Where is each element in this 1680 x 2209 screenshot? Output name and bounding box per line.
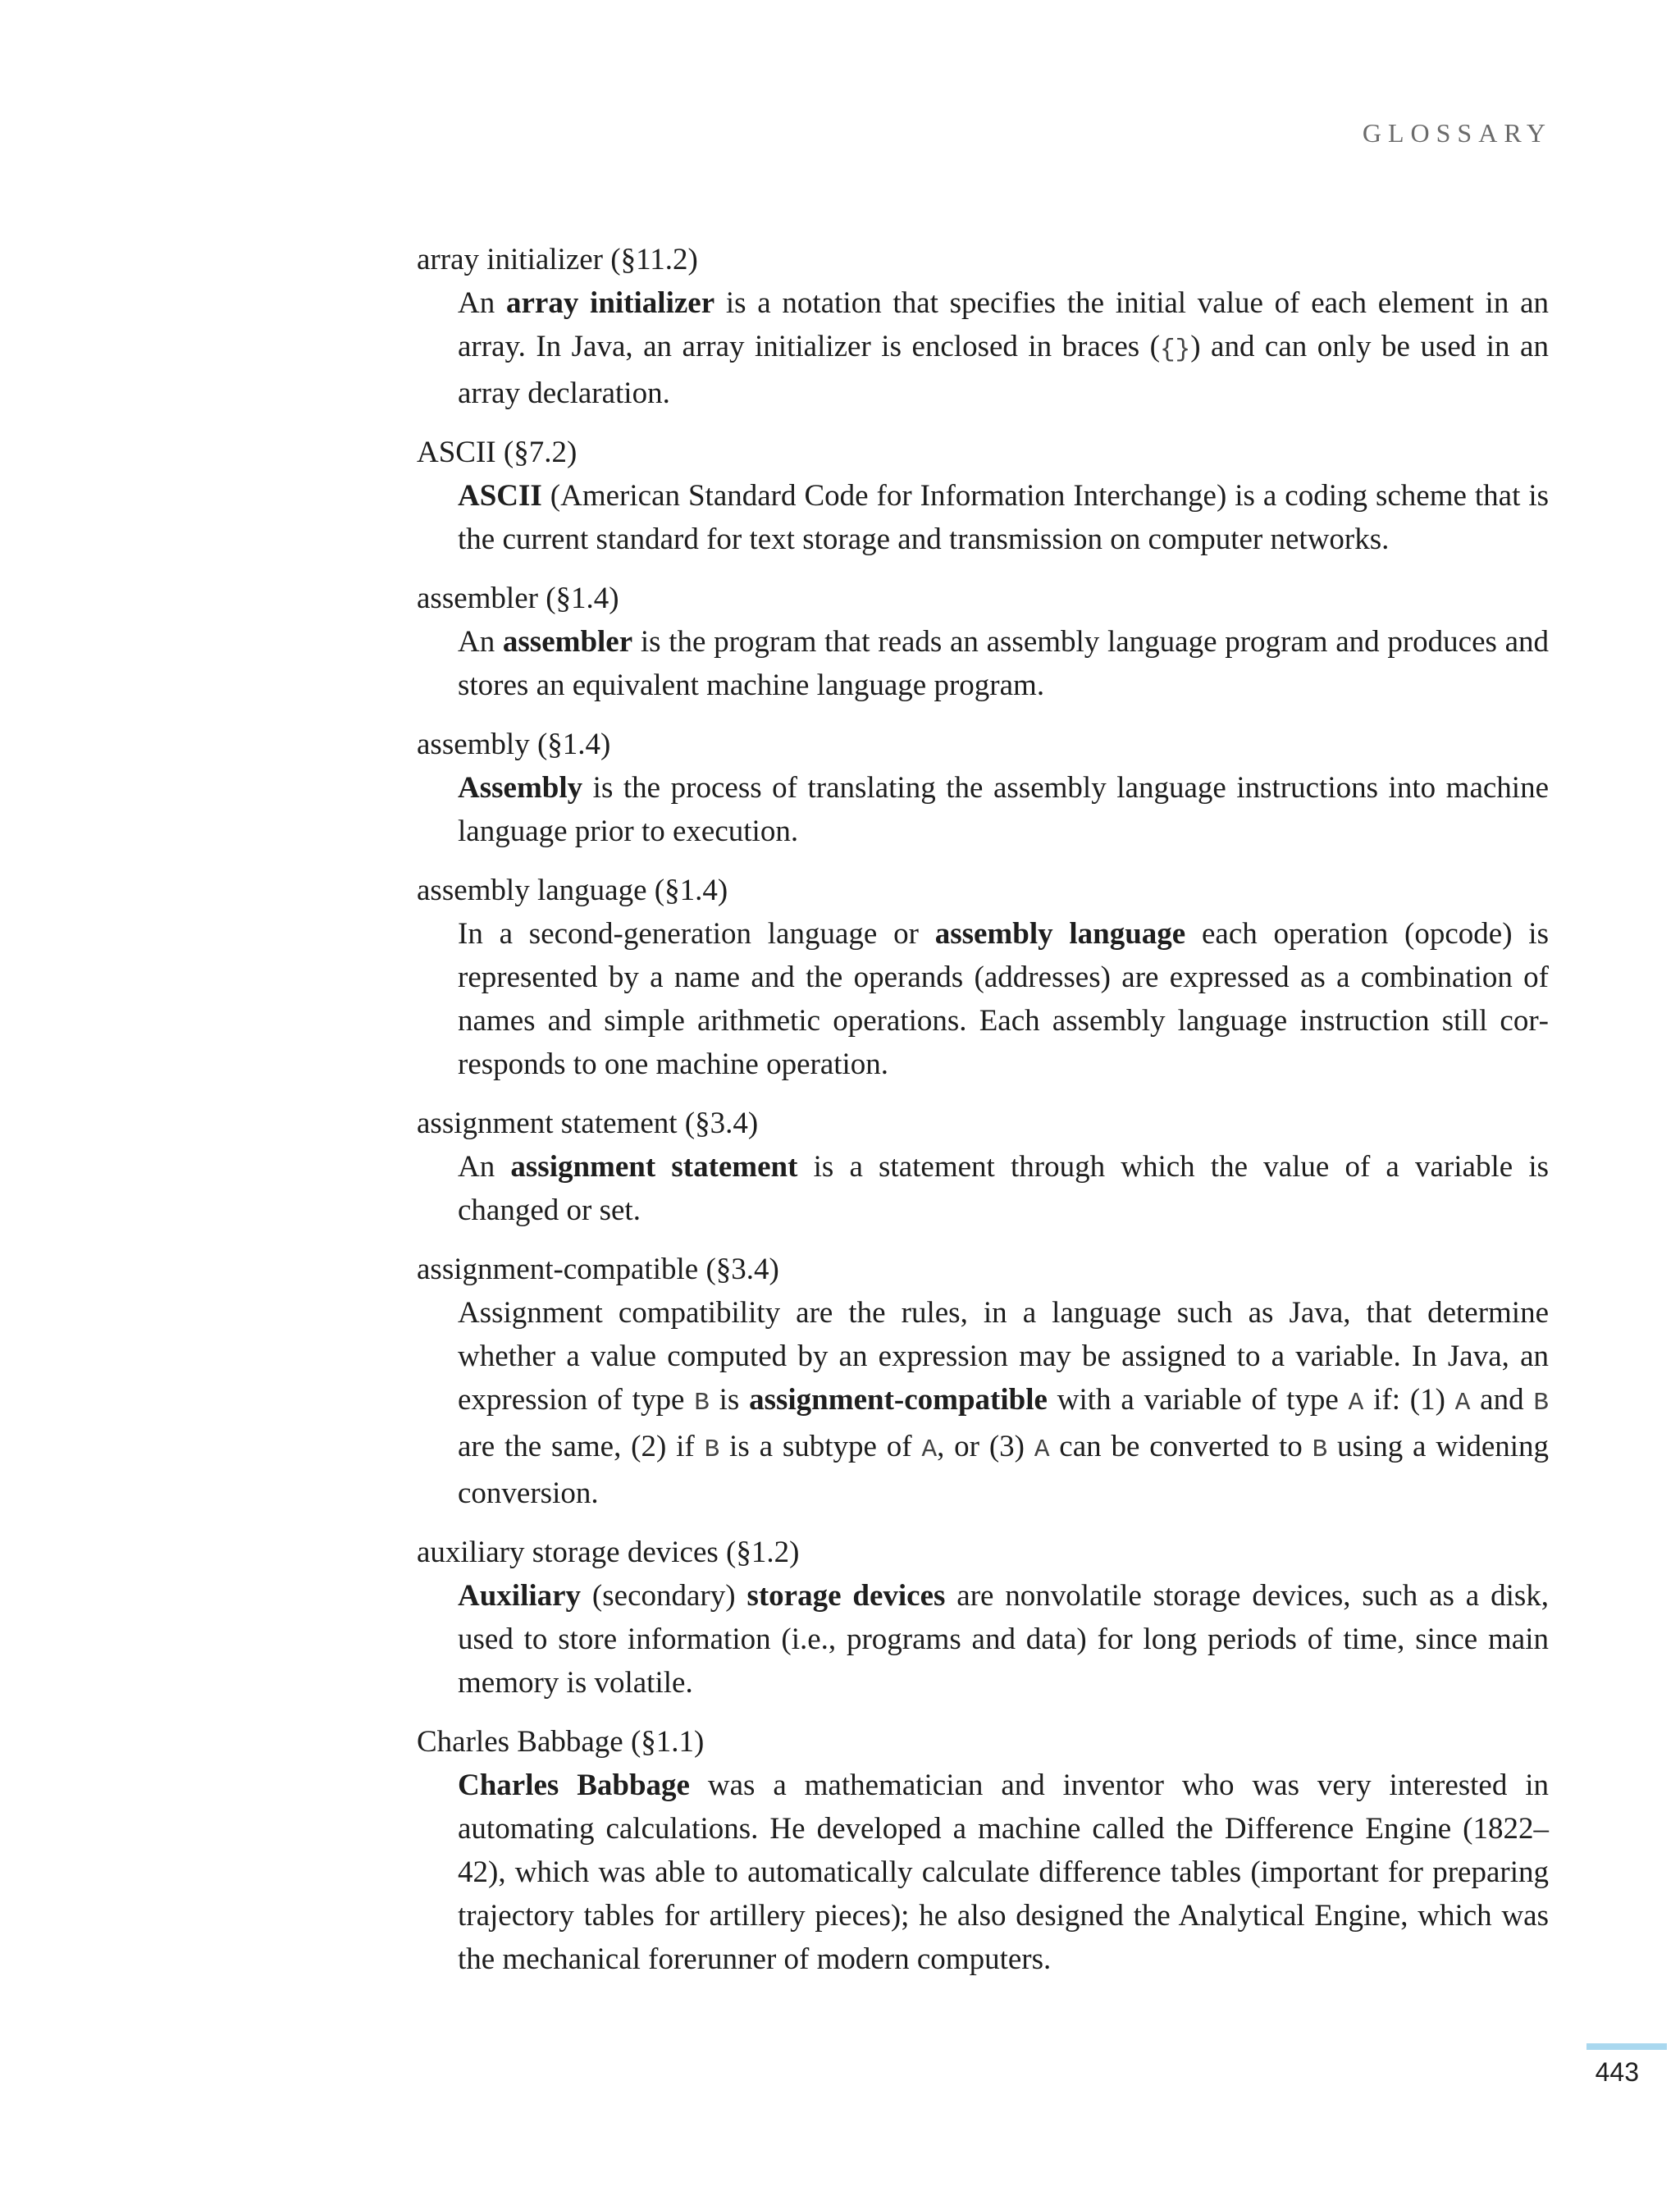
code-token: B [1312, 1435, 1328, 1464]
glossary-definition [458, 912, 1549, 1086]
glossary-definition [458, 1764, 1549, 1981]
definition-text: An [458, 286, 506, 320]
glossary-entry [417, 577, 1549, 707]
glossary-entry [417, 869, 1549, 1086]
page-number-accent-rule [1586, 2043, 1667, 2050]
glossary-entry [417, 1531, 1549, 1705]
definition-text: is the program that reads an assembly language program and produces and stores an equivalent machine language program. [458, 625, 1549, 702]
definition-text: is a statement through which the value of a variable is changed or set. [458, 1150, 1549, 1227]
code-token: A [1348, 1389, 1364, 1417]
bold-term: Auxiliary [458, 1579, 582, 1613]
definition-text: are the same, (2) if [458, 1430, 705, 1463]
glossary-definition [458, 620, 1549, 707]
code-token: A [1454, 1389, 1471, 1417]
glossary-entry [417, 238, 1549, 415]
bold-term: assignment-compatible [749, 1383, 1048, 1417]
code-token: {} [1159, 335, 1191, 364]
definition-text: with a variable of type [1047, 1383, 1349, 1417]
code-token: B [694, 1389, 710, 1417]
definition-text: (American Standard Code for Information Interchange) is a coding scheme that is the current standard for text storage and transmission on computer networks. [458, 479, 1549, 556]
code-token: B [704, 1435, 720, 1464]
code-token: A [921, 1435, 938, 1464]
bold-term: Assembly [458, 771, 583, 805]
glossary-term: array initializer (§11.2) [417, 243, 698, 276]
code-token: A [1034, 1435, 1050, 1464]
glossary-definition [458, 281, 1549, 415]
definition-text: is [709, 1383, 750, 1417]
definition-text: are nonvolatile storage devices, such as a disk, used to store information (i.e., programs and data) for long periods of time, since main memory is volatile. [458, 1579, 1550, 1700]
glossary-term: assembly language (§1.4) [417, 874, 728, 907]
definition-text: is a notation that specifies the initial value of each element in an array. In Java, an array initializer is enclosed in braces ( [458, 286, 1549, 363]
glossary-definition [458, 1291, 1549, 1515]
glossary-definition [458, 1145, 1549, 1232]
glossary-definition [458, 766, 1549, 853]
glossary-definition [458, 474, 1549, 561]
bold-term: Charles Babbage [458, 1769, 690, 1802]
definition-text: is the process of translating the assembly language instructions into machine language prior to execution. [458, 771, 1549, 848]
definition-text: was a mathematician and inventor who was very interested in automating calculations. He developed a machine called the Difference Engine (1822–42), which was able to automatically calculate difference tables (important for preparing trajectory tables for artillery pieces); he also designed the Analytical Engine, which was the mechanical forerunner of modern computers. [458, 1769, 1550, 1976]
glossary-term: assignment statement (§3.4) [417, 1107, 759, 1140]
definition-text: An [458, 1150, 511, 1184]
glossary-term: assignment-compatible (§3.4) [417, 1253, 779, 1286]
definition-text: is a subtype of [719, 1430, 922, 1463]
definition-text: can be converted to [1049, 1430, 1312, 1463]
glossary-entry [417, 1720, 1549, 1981]
bold-term: assignment statement [510, 1150, 798, 1184]
definition-text: , or (3) [937, 1430, 1034, 1463]
bold-term: assembler [502, 625, 633, 659]
definition-text: using a widening conversion. [458, 1430, 1550, 1510]
definition-text: and [1470, 1383, 1534, 1417]
definition-text: each operation (opcode) is represented by a name and the operands (addresses) are expressed as a combination of names and simple arithmetic operations. Each assembly language instruction still corresponds to one machine operation. [458, 917, 1549, 1081]
glossary-entry [417, 431, 1549, 561]
code-token: B [1533, 1389, 1549, 1417]
glossary-term: auxiliary storage devices (§1.2) [417, 1536, 800, 1569]
running-head: GLOSSARY [1362, 118, 1552, 148]
definition-text: (secondary) [581, 1579, 747, 1613]
bold-term: storage devices [746, 1579, 946, 1613]
glossary-term: Charles Babbage (§1.1) [417, 1725, 705, 1759]
bold-term: array initializer [505, 286, 715, 320]
bold-term: assembly language [934, 917, 1186, 951]
glossary-entries [417, 238, 1549, 1997]
definition-text: An [458, 625, 503, 659]
glossary-definition [458, 1574, 1549, 1705]
glossary-term: assembler (§1.4) [417, 582, 619, 615]
definition-text: ) and can only be used in an array declaration. [458, 330, 1549, 410]
glossary-term: ASCII (§7.2) [417, 436, 578, 469]
definition-text: if: (1) [1363, 1383, 1455, 1417]
glossary-entry [417, 723, 1549, 853]
glossary-entry [417, 1102, 1549, 1232]
definition-text: In a second-generation language or [458, 917, 935, 951]
bold-term: ASCII [458, 479, 542, 513]
glossary-term: assembly (§1.4) [417, 728, 611, 761]
page-number: 443 [1595, 2057, 1639, 2087]
definition-text: Assignment compatibility are the rules, in a language such as Java, that determine whether a value computed by an expression may be assigned to a variable. In Java, an expression of type [458, 1296, 1549, 1417]
glossary-entry [417, 1248, 1549, 1515]
